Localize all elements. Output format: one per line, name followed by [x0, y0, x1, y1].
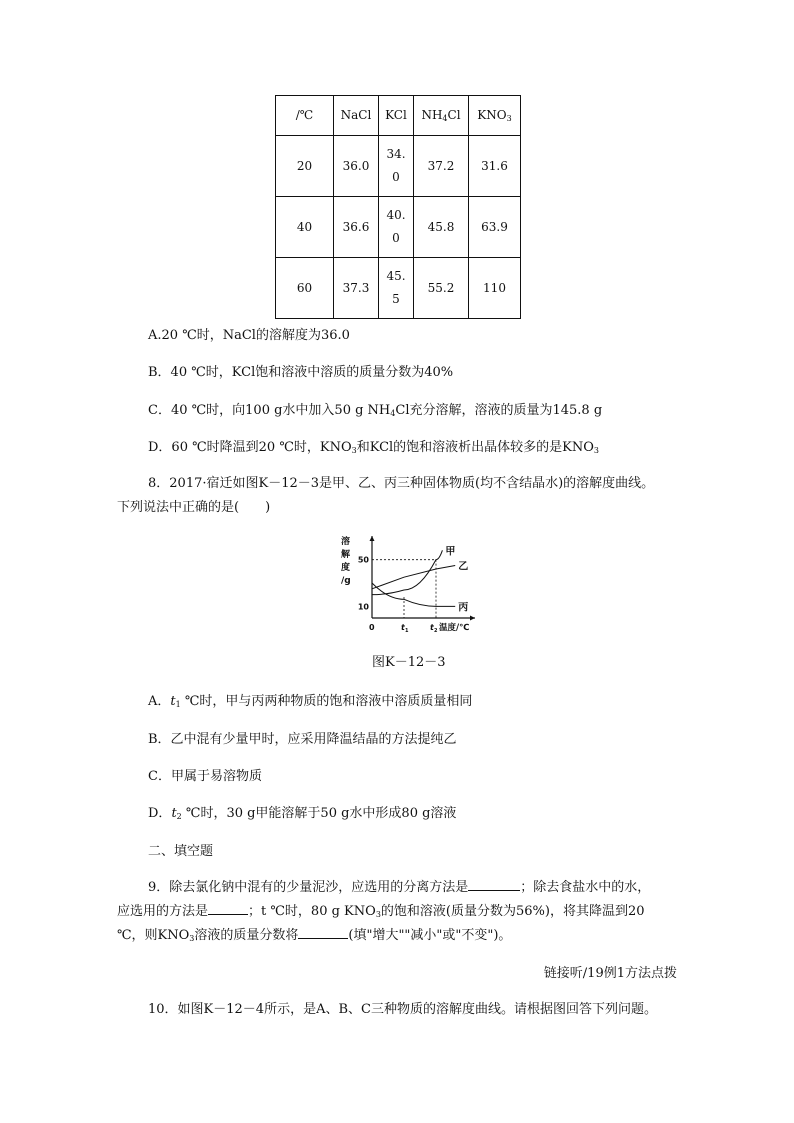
cell-temp: 40 [276, 197, 334, 258]
header-temp: /℃ [276, 96, 334, 136]
x-tick-label: 0 [369, 623, 375, 632]
x-tick-label: t [430, 623, 434, 632]
curve-丙 [372, 583, 455, 606]
cell-kno3: 31.6 [469, 136, 521, 197]
q8-option-a: A．$t_1$ ℃时，甲与丙两种物质的饱和溶液中溶质质量相同 [148, 694, 473, 709]
q9-line2: 应选用的方法是 ；t ℃时，80 g $KNO_3$的饱和溶液(质量分数为56%)，将其降温到20 [117, 904, 645, 919]
cell-nh4cl: 45.8 [414, 197, 469, 258]
cell-kcl: 34. 0 [379, 136, 414, 197]
cell-nh4cl: 37.2 [414, 136, 469, 197]
table-row [276, 136, 521, 197]
x-tick-sub: 1 [405, 628, 409, 634]
q7-option-d: D．60 ℃时降温到20 ℃时，$KNO_3$和KCl的饱和溶液析出晶体较多的是$KNO_3$ [148, 440, 600, 455]
table-row [276, 258, 521, 319]
cell-nh4cl: 55.2 [414, 258, 469, 319]
q9-line1: 9．除去氯化钠中混有的少量泥沙，应选用的分离方法是 ；除去食盐水中的水， [148, 880, 651, 895]
table-row [276, 197, 521, 258]
solubility-chart [335, 528, 485, 640]
answer-blank-2[interactable] [208, 902, 248, 915]
x-axis-label: 温度/℃ [439, 623, 470, 633]
curve-甲 [372, 550, 442, 594]
q8-option-c: C．甲属于易溶物质 [148, 769, 262, 784]
cell-temp: 20 [276, 136, 334, 197]
table-header-row [276, 96, 521, 136]
q9-line3: ℃，则$KNO_3$溶液的质量分数将 (填"增大""减小"或"不变")。 [117, 928, 512, 943]
header-nacl: NaCl [334, 96, 379, 136]
y-axis-arrow [370, 536, 375, 541]
link-text: 链接听/19例1方法点拨 [543, 966, 677, 981]
cell-kno3: 110 [469, 258, 521, 319]
answer-blank-1[interactable] [468, 878, 520, 891]
cell-nacl: 36.0 [334, 136, 379, 197]
header-nh4cl: $NH_4Cl$ [414, 96, 469, 136]
q8-stem-line1: 8．2017·宿迁如图K－12－3是甲、乙、丙三种固体物质(均不含结晶水)的溶解度曲线。 [148, 476, 655, 491]
q7-option-b: B．40 ℃时，KCl饱和溶液中溶质的质量分数为40% [148, 365, 454, 380]
solubility-table [275, 95, 521, 319]
x-axis-arrow [470, 616, 475, 621]
figure-caption: 图K－12－3 [372, 655, 446, 670]
answer-blank-3[interactable] [298, 926, 348, 939]
q8-option-d: D．$t_2$ ℃时，30 g甲能溶解于50 g水中形成80 g溶液 [148, 806, 457, 821]
y-tick-label: 50 [357, 555, 369, 565]
x-tick-sub: 2 [434, 628, 438, 634]
cell-temp: 60 [276, 258, 334, 319]
series-label: 丙 [458, 602, 469, 614]
series-label: 乙 [458, 561, 469, 573]
cell-kcl: 45. 5 [379, 258, 414, 319]
x-tick-label: t [401, 623, 405, 632]
curve-乙 [372, 566, 455, 589]
q8-stem-line2: 下列说法中正确的是( ) [117, 500, 271, 515]
cell-nacl: 37.3 [334, 258, 379, 319]
cell-nacl: 36.6 [334, 197, 379, 258]
y-axis-label-char: /g [341, 576, 351, 586]
series-label: 甲 [445, 546, 456, 558]
y-axis-label-char: 溶 [341, 537, 351, 547]
header-kcl: KCl [379, 96, 414, 136]
header-kno3: $KNO_3$ [469, 96, 521, 136]
cell-kcl: 40. 0 [379, 197, 414, 258]
q7-option-c: C．40 ℃时，向100 g水中加入50 g $NH_4Cl$充分溶解，溶液的质量为145.8 g [148, 403, 603, 418]
y-axis-label-char: 解 [341, 550, 351, 560]
y-axis-label-char: 度 [341, 563, 351, 573]
cell-kno3: 63.9 [469, 197, 521, 258]
y-tick-label: 10 [357, 602, 369, 612]
q10-stem: 10．如图K－12－4所示，是A、B、C三种物质的溶解度曲线。请根据图回答下列问题。 [148, 1002, 657, 1017]
q7-option-a: A.20 ℃时，NaCl的溶解度为36.0 [148, 328, 350, 343]
section-title: 二、填空题 [148, 844, 214, 859]
q8-option-b: B．乙中混有少量甲时，应采用降温结晶的方法提纯乙 [148, 732, 457, 747]
